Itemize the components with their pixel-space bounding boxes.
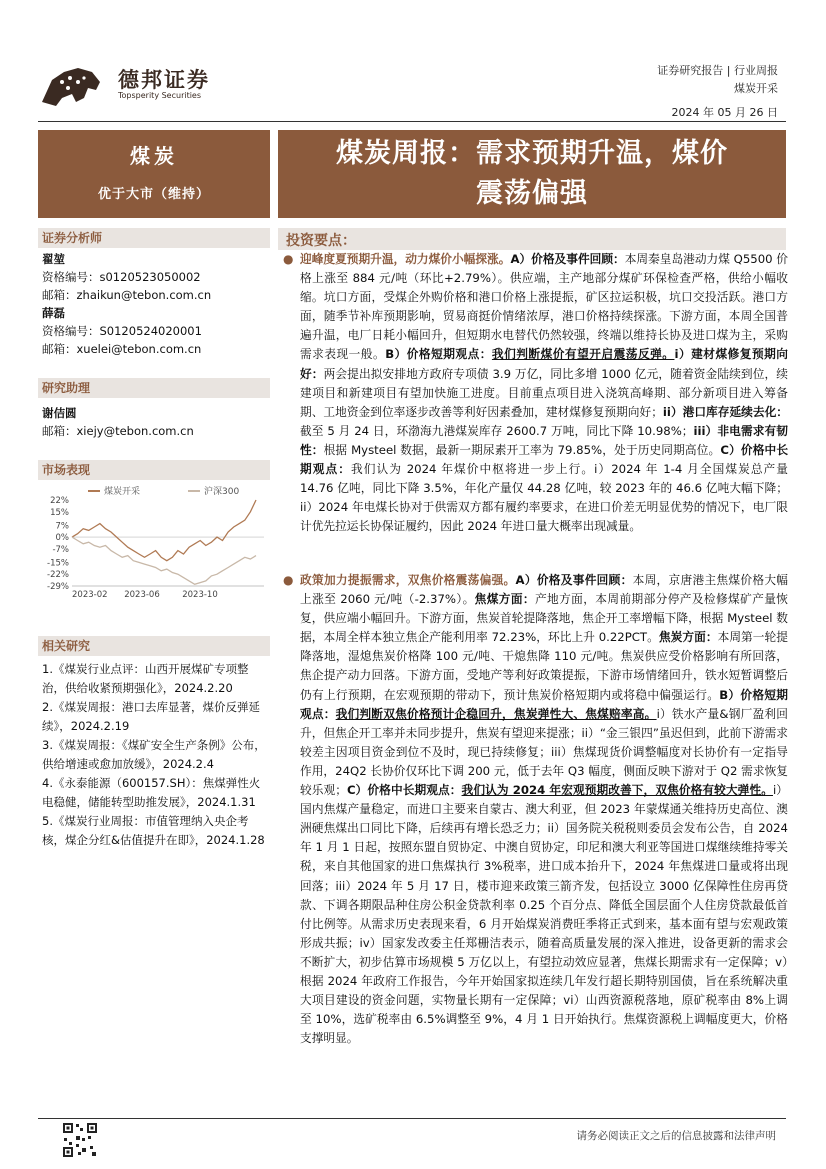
tebon-logo-icon (38, 58, 108, 110)
related-heading: 相关研究 (38, 636, 270, 656)
related-item[interactable]: 1.《煤炭行业点评：山西开展煤矿专项整治，供给收紧预期强化》，2024.2.20 (42, 662, 249, 695)
assistant-heading: 研究助理 (38, 378, 270, 398)
series-line-hs300 (72, 537, 256, 584)
analyst-block (42, 250, 211, 358)
analyst-email[interactable]: 邮箱：zhaikun@tebon.com.cn (42, 288, 212, 302)
footer-divider (38, 1118, 786, 1119)
text-segment: 我们判断双焦价格预计企稳回升，焦炭弹性大、焦煤赔率高。 (335, 706, 657, 721)
bullet-icon: ● (283, 573, 294, 587)
text-segment: i）国内焦煤产量稳定，而进口主要来自蒙古、澳大利亚，但 2023 年蒙煤通关维持历史高位、澳洲硬焦煤出口同比下降，后续再有增长恐乏力；ii）国务院关税税则委员会发布公告，自 2024 年 1 月 1 日起，按照东盟自贸协定、中澳自贸协定，印尼和澳大利亚等国进口煤继续维持零关税，来自其他国家的进口焦煤执行 3%税率，进口成本抬升下，2024 年焦煤进口量或将出现回落；iii）2024 年 5 月 17 日，楼市迎来政策三箭齐发，包括设立 3000 亿保障性住房再贷款、下调各期限品种住房公积金贷款利率 0.25 个百分点、降低全国层面个人住房贷款最低首付比例等。从需求历史表现来看，6 月开始煤炭消费旺季将正式到来，基本面有望与宏观政策形成共振；iv）国家发改委主任郑栅洁表示，随着高质量发展的深入推进，设备更新的需求会不断扩大，初步估算市场规模 5 万亿以上，有望拉动效应显著，焦煤长期需求有一定保障；v）根据 2024 年政府工作报告，今年开始国家拟连续几年发行超长期特别国债，旨在系统解决重大项目建设的资金问题，实物量长期有一定保障；vi）山西资源税落地，原矿税率由 8%上调至 10%，选矿税率由 6.5%调整至 9%，4 月 1 日开始执行。焦煤资源税上调幅度更大，价格支撑明显。 (300, 783, 788, 1046)
x-tick-label: 2023-06 (124, 590, 160, 600)
logo-subtext: Topsperity Securities (118, 91, 202, 100)
report-type: 证券研究报告 | 行业周报 (657, 64, 778, 77)
related-item[interactable]: 4.《永泰能源（600157.SH）：焦煤弹性火电稳健，储能转型助推发展》，2024.1.31 (42, 776, 261, 809)
analyst-cert: 资格编号：S0120524020001 (42, 324, 202, 338)
text-segment: 我们认为 2024 年煤价中枢将进一步上行。i）2024 年 1-4 月全国煤炭总产量 14.76 亿吨，同比下降 3.5%，年化产量仅 44.28 亿吨，较 2023 年的 46.6 亿吨大幅下降；ii）2024 年电煤长协对于供需双方都有履约率要求，在进口价差无明显优势的情况下，电厂限计优先拉运长协保证履约，因此 2024 年进口量大概率出现减量。 (300, 462, 788, 534)
related-item[interactable]: 5.《煤炭行业周报：市值管理纳入央企考核，煤企分红&估值提升在即》，2024.1.28 (42, 814, 265, 847)
assistant-block (42, 404, 194, 440)
series-line-coal (72, 500, 256, 561)
text-segment: 两会提出拟安排地方政府专项债 3.9 万亿，同比多增 1000 亿元，随着资金陆续到位，续建项目和新建项目有望加快施工进度。目前重点项目进入浇筑高峰期、部分新项目进入筹备期、工地资金到位率逐步改善等利好因素叠加，建材煤修复预期向好； (300, 366, 788, 419)
text-segment: ii）港口库存延续去化： (662, 404, 788, 419)
text-segment: 本周，京唐港主焦煤价格大幅上涨至 2060 元/吨（-2.37%）。 (300, 573, 788, 607)
analyst-name: 薛磊 (42, 306, 65, 320)
text-segment: C）价格中长期观点： (347, 783, 462, 798)
analyst-cert: 资格编号：s0120523050002 (42, 270, 201, 284)
x-tick-label: 2023-02 (72, 590, 108, 600)
footer-disclaimer: 请务必阅读正文之后的信息披露和法律声明 (576, 1130, 776, 1142)
text-segment: 根据 Mysteel 数据，最新一期尿素开工率为 79.85%，处于历史同期高位。 (323, 442, 721, 457)
analyst-heading: 证券分析师 (38, 228, 270, 248)
sector-title: 煤炭 (130, 144, 178, 168)
market-performance-chart (38, 482, 270, 600)
logo-text: 德邦证券 (118, 68, 210, 92)
assistant-name: 谢佶圆 (42, 406, 77, 420)
report-date: 2024 年 05 月 26 日 (671, 106, 778, 119)
related-list (42, 660, 270, 850)
text-segment: 本周秦皇岛港动力煤 Q5500 价格上涨至 884 元/吨（环比+2.79%）。供应端，主产地部分煤矿环保检查严格，供给小幅收缩。坑口方面，受煤企外购价格和港口价格上涨提振，矿区拉运积极，坑口交投活跃。港口方面，随季节补库预期影响，贸易商挺价情绪浓厚，港口价格持续探涨。下游方面，本周全国普遍升温，电厂日耗小幅回升，但短期水电替代仍然较强，终端以维持长协及进口煤为主，采购需求表现一般。 (300, 252, 788, 362)
text-segment: A）价格及事件回顾： (515, 573, 633, 587)
text-segment: iii）非电需求有韧性： (300, 423, 788, 457)
industry-label: 煤炭开采 (734, 82, 778, 95)
text-segment: A）价格及事件回顾： (510, 252, 625, 266)
related-item[interactable]: 3.《煤炭周报：《煤矿安全生产条例》公布，供给增速或愈加放缓》，2024.2.4 (42, 738, 266, 771)
analyst-email[interactable]: 邮箱：xuelei@tebon.com.cn (42, 342, 202, 356)
text-segment: 我们认为 2024 年宏观预期改善下，双焦价格有较大弹性。 (461, 783, 773, 798)
y-tick-label: 15% (50, 507, 69, 518)
text-segment: 政策加力提振需求，双焦价格震荡偏强。 (300, 573, 516, 587)
bullet-icon: ● (283, 252, 294, 266)
assistant-email[interactable]: 邮箱：xiejy@tebon.com.cn (42, 424, 194, 438)
y-tick-label: -15% (47, 558, 69, 569)
text-segment: i）铁水产量&钢厂盈利回升，但焦企开工率并未同步提升，焦炭有望迎来提涨；ii）“金三银四”虽迟但到，此前下游需求较差主因项目资金到位不及时，现已持续修复；iii）焦煤现货价调整幅度对长协价有一定指导作用，24Q2 长协价仅环比下调 200 元，低于去年 Q3 幅度，侧面反映下游对于 Q2 需求恢复较乐观； (300, 706, 788, 798)
rating-label: 优于大市（维持） (97, 187, 210, 202)
text-segment: 焦炭方面： (658, 630, 718, 645)
report-title: 煤炭周报：需求预期升温，煤价 震荡偏强 (336, 138, 728, 209)
qr-code-icon (62, 1122, 98, 1158)
y-tick-label: -29% (47, 582, 69, 592)
paragraph-coking-coal (300, 571, 788, 1048)
points-heading-bar (278, 228, 786, 250)
text-segment: 迎峰度夏预期升温，动力煤价小幅探涨。 (300, 252, 511, 266)
text-segment: 焦煤方面： (474, 592, 535, 607)
legend-label: 沪深300 (204, 487, 240, 497)
text-segment: B）价格短期观点： (300, 687, 788, 721)
market-heading: 市场表现 (38, 460, 270, 480)
y-tick-label: 0% (55, 533, 69, 544)
text-segment: B）价格短期观点： (385, 347, 492, 362)
text-segment: 我们判断煤价有望开启震荡反弹。 (491, 347, 675, 362)
y-tick-label: -22% (47, 570, 69, 581)
y-tick-label: 7% (55, 521, 69, 532)
text-segment: i）建材煤修复预期向好： (300, 347, 788, 381)
legend-label: 煤炭开采 (104, 487, 141, 497)
y-tick-label: -7% (52, 544, 69, 555)
text-segment: 本周第一轮提降落地，湿熄焦炭价格降 100 元/吨、干熄焦降 110 元/吨。焦炭供应受价格影响有所回落，焦企提产动力回落。下游方面，受地产等利好政策提振，下游市场情绪回升，铁水短暂调整后仍有上行预期，在宏观预期的带动下，预计焦炭价格短期内或将稳中偏强运行。 (300, 630, 788, 702)
text-segment: 产地方面，本周前期部分停产及检修煤矿产量恢复，供应端小幅回升。下游方面，焦炭首轮提降落地，焦企开工率增幅下降，根据 Mysteel 数据，本周全样本独立焦企产能利用率 72.23%，环比上升 0.22PCT。 (300, 592, 788, 645)
points-heading: 投资要点： (286, 233, 356, 249)
text-segment: C）价格中长期观点： (300, 442, 789, 477)
x-tick-label: 2023-10 (182, 590, 218, 600)
related-item[interactable]: 2.《煤炭周报：港口去库显著，煤价反弹延续》，2024.2.19 (42, 700, 260, 733)
header-divider (38, 121, 786, 122)
text-segment: 截至 5 月 24 日，环渤海九港煤炭库存 2600.7 万吨，同比下降 10.98%； (300, 423, 694, 438)
analyst-name: 翟堃 (42, 252, 65, 266)
y-tick-label: 22% (50, 496, 69, 506)
paragraph-thermal-coal (300, 250, 788, 536)
